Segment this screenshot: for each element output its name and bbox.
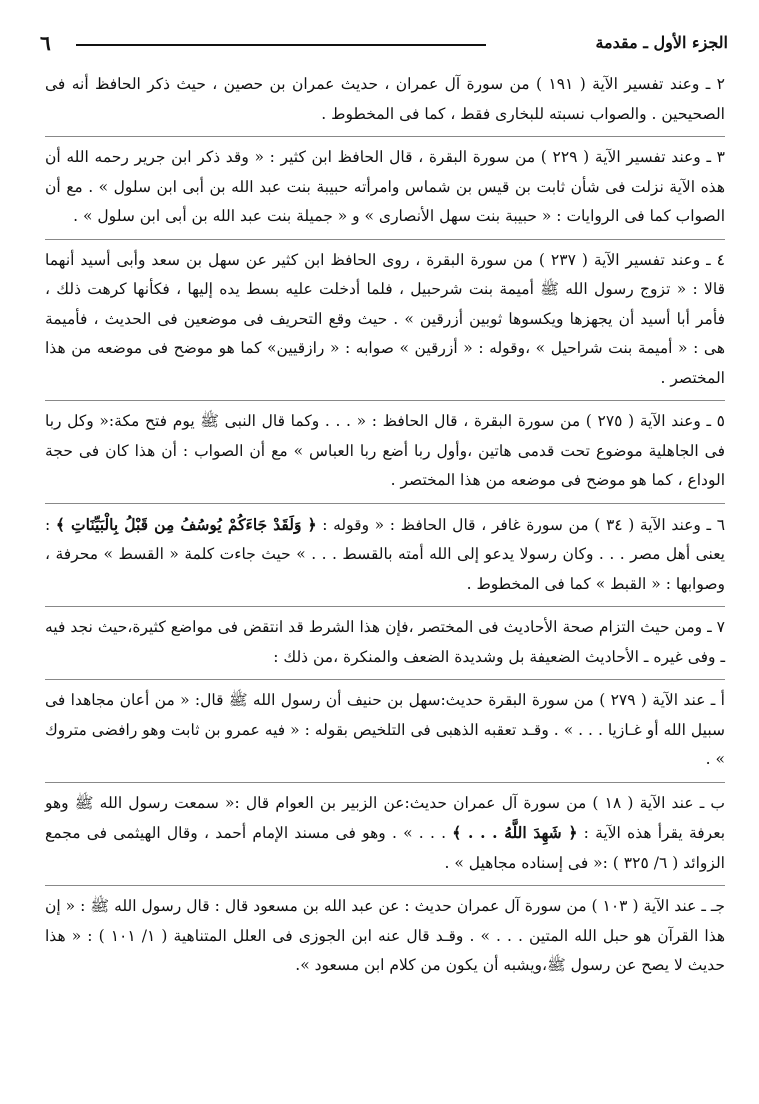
paragraph-6-text-before: ٦ ـ وعند الآية ( ٣٤ ) من سورة غافر ، قال الحافظ : « وقوله : [316,515,726,534]
paragraph-ba-text-before: ب ـ عند الآية ( ١٨ ) من سورة آل عمران حديث:عن الزبير بن العوام قال :« سمعت رسول الله ﷺ وهو بعرفة يقرأ هذه الآية : [45,793,726,842]
paragraph-4: ٤ ـ وعند تفسير الآية ( ٢٣٧ ) من سورة البقرة ، روى الحافظ ابن كثير عن سهل بن سعد وأبى أسيد أنهما قالا : « تزوج رسول الله ﷺ أميمة بنت شرحبيل ، فلما أدخلت عليه بسط يده إليها ، فكأنها كرهت ذلك ، فأمر أبا أسيد أن يجهزها ويكسوها ثوبين أزرقين » . حيث وقع التحريف فى موضعين فى الحديث ، فأميمة هى : « أميمة بنت شراحيل » ،وقوله : « أزرقين » صوابه : « رازقيين» كما هو موضح فى موضعه من هذا المختصر . [45,250,725,387]
paragraph-7: ٧ ـ ومن حيث التزام صحة الأحاديث فى المختصر ،فإن هذا الشرط قد انتقض فى مواضع كثيرة،حيث نجد فيه ـ وفى غيره ـ الأحاديث الضعيفة بل وشديدة الضعف والمنكرة ،من ذلك : [45,618,725,666]
paragraph-3: ٣ ـ وعند تفسير الآية ( ٢٢٩ ) من سورة البقرة ، قال الحافظ ابن كثير : « وقد ذكر ابن جرير رحمه الله أن هذه الآية نزلت فى شأن ثابت بن قيس بن شماس وامرأته حبيبة بنت عبد الله بن أبى ابن سلول » . مع أن الصواب كما فى الروايات : « حبيبة بنت سهل الأنصارى » و « جميلة بنت عبد الله بن أبى ابن سلول » . [45,148,725,225]
paragraph-alif: أ ـ عند الآية ( ٢٧٩ ) من سورة البقرة حديث:سهل بن حنيف أن رسول الله ﷺ قال: « من أعان مجاهدا فى سبيل الله أو غـازيا . . . » . وقـد تعقبه الذهبى فى التلخيص بقوله : « فيه عمرو بن ثابت وهو رافضى متروك » . [45,691,725,768]
paragraph-separator [45,679,725,680]
header-rule [76,44,486,46]
quran-verse-quote: ﴿ شَهِدَ اللَّهُ . . . ﴾ [452,823,578,842]
quran-verse-quote: ﴿ وَلَقَدْ جَاءَكُمْ يُوسُفُ مِن قَبْلُ بِالْبَيِّنَاتِ ﴾ [55,514,317,534]
body-text [45,70,725,981]
paragraph-separator [45,400,725,401]
paragraph-separator [45,782,725,783]
paragraph-separator [45,239,725,240]
paragraph-jim: جـ ـ عند الآية ( ١٠٣ ) من سورة آل عمران حديث : عن عبد الله بن مسعود قال : قال رسول الله ﷺ : « إن هذا القرآن هو حبل الله المتين . . . » . وقـد قال عنه ابن الجوزى فى العلل المتناهية ( ١/ ١٠١ ) : « هذا حديث لا يصح عن رسول ﷺ،ويشبه أن يكون من كلام ابن مسعود ». [45,897,726,974]
paragraph-5: ٥ ـ وعند الآية ( ٢٧٥ ) من سورة البقرة ، قال الحافظ : « . . . وكما قال النبى ﷺ يوم فتح مكة:« وكل ربا فى الجاهلية موضوع تحت قدمى هاتين ،وأول ربا أضع ربا العباس » مع أن الصواب : أن هذا كان فى حجة الوداع ، كما هو موضح فى موضعه من هذا المختصر . [45,412,725,489]
page-header [32,30,730,58]
running-head: الجزء الأول ـ مقدمة [595,33,728,52]
paragraph-separator [45,136,725,137]
paragraph-2: ٢ ـ وعند تفسير الآية ( ١٩١ ) من سورة آل عمران ، حديث عمران بن حصين ، حيث ذكر الحافظ أنه فى الصحيحين . والصواب نسبته للبخارى فقط ، كما فى المخطوط . [45,75,725,123]
page-number: ٦ [40,31,51,55]
paragraph-6-text-after: : يعنى أهل مصر . . . وكان رسولا يدعو إلى الله أمته بالقسط . . . » حيث جاءت كلمة « القسط » محرفة ، وصوابها : « القبط » كما فى المخطوط . [45,515,725,593]
paragraph-separator [45,503,725,504]
paragraph-ba [45,789,725,879]
paragraph-separator [45,885,725,886]
paragraph-ba-text-after: . . . » . وهو فى مسند الإمام أحمد ، وقال الهيثمى فى مجمع الزوائد ( ٦/ ٣٢٥ ) :« فى إسناده مجاهيل » . [45,824,725,872]
paragraph-separator [45,606,725,607]
paragraph-6 [45,510,725,600]
